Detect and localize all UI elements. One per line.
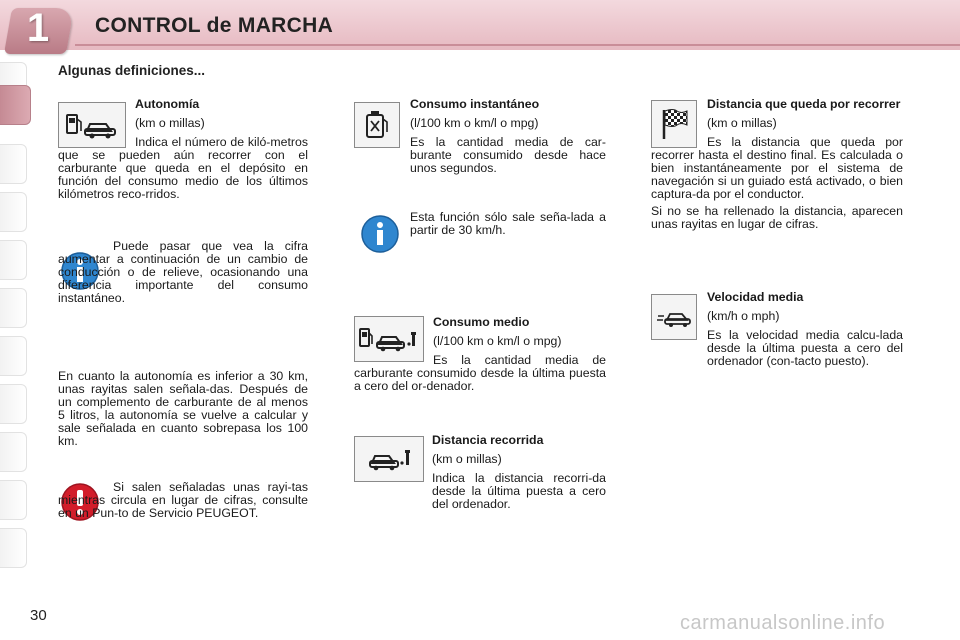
side-tab[interactable] [0,288,27,328]
autonomia-unit: (km o millas) [135,116,205,130]
fuel-pump-icon [354,102,400,148]
distancia-recorrida-block [432,434,606,515]
distancia-que-queda-text1: Es la distancia que queda por recorrer hasta el destino final. Es calculada o bien instantáneamente por el sistema de navegación si un guiado está activado, o bien captura-da por el conductor. [651,135,903,201]
side-tab[interactable] [0,240,27,280]
autonomia-title: Autonomía [135,97,200,111]
distancia-recorrida-unit: (km o millas) [432,452,502,466]
consumo-medio-unit: (l/100 km o km/l o mpg) [433,334,562,348]
velocidad-media-title: Velocidad media [707,290,804,304]
consumo-instantaneo-text: Es la cantidad media de car-burante consumido desde hace unos segundos. [410,135,606,175]
distancia-que-queda-text2: Si no se ha rellenado la distancia, aparecen unas rayitas en lugar de cifras. [651,204,903,231]
velocidad-media-text: Es la velocidad media calcu-lada desde la última puesta a cero del ordenador (con-tacto puesto). [707,328,903,368]
chapter-number: 1 [26,6,50,50]
consumo-instantaneo-unit: (l/100 km o km/l o mpg) [410,116,539,130]
autonomy-low-text: En cuanto la autonomía es inferior a 30 km, unas rayitas salen señala-das. Después de un complemento de carburante de al menos 5 litros, la autonomía se vuelve a calcular y sale señalada en cuanto sobrepasa los 100 km. [58,369,308,448]
speed-car-icon [651,294,697,340]
distancia-recorrida-title: Distancia recorrida [432,433,544,447]
side-tab-active[interactable] [0,85,31,125]
autonomia-note [58,240,308,309]
distancia-recorrida-text: Indica la distancia recorri-da desde la última puesta a cero del ordenador. [432,471,606,511]
warning-block [58,481,308,524]
velocidad-media-block [707,291,903,372]
distancia-que-queda-title: Distancia que queda por recorrer [707,97,901,111]
header-rule [75,44,960,46]
info-icon [360,214,400,254]
consumo-instantaneo-title: Consumo instantáneo [410,97,540,111]
consumo-note-text: Esta función sólo sale seña-lada a partir de 30 km/h. [410,210,606,237]
side-tab[interactable] [0,144,27,184]
distancia-que-queda-unit: (km o millas) [707,116,777,130]
side-tab[interactable] [0,432,27,472]
side-tab[interactable] [0,336,27,376]
warning-text: Si salen señaladas unas rayi-tas mientras circula en lugar de cifras, consulte en un Pun-to de Servicio PEUGEOT. [58,480,308,520]
consumo-note [410,211,606,241]
side-tab[interactable] [0,192,27,232]
autonomia-text: Indica el número de kiló-metros que se pueden aún recorrer con el carburante que queda en el depósito en función del consumo medio de los últimos kilómetros reco-rridos. [58,135,308,201]
car-distance-icon [354,436,424,482]
side-tab[interactable] [0,384,27,424]
autonomia-block [58,98,308,205]
velocidad-media-unit: (km/h o mph) [707,309,780,323]
page-title: CONTROL de MARCHA [95,14,334,37]
autonomy-low-block [58,370,308,452]
side-tab[interactable] [0,528,27,568]
page-number: 30 [30,607,47,624]
consumo-medio-text: Es la cantidad media de carburante consumido desde la última puesta a cero del or-denador. [354,353,606,393]
side-tab[interactable] [0,480,27,520]
autonomia-note-text: Puede pasar que vea la cifra aumentar a continuación de un cambio de conducción o de relieve, ocasionando una diferencia importante del consumo instantáneo. [58,239,308,305]
section-title: Algunas definiciones... [58,63,206,78]
distancia-que-queda-block [651,98,903,235]
consumo-medio-block [354,316,606,397]
consumo-medio-title: Consumo medio [433,315,530,329]
consumo-instantaneo-block [410,98,606,179]
watermark: carmanualsonline.info [680,612,886,634]
